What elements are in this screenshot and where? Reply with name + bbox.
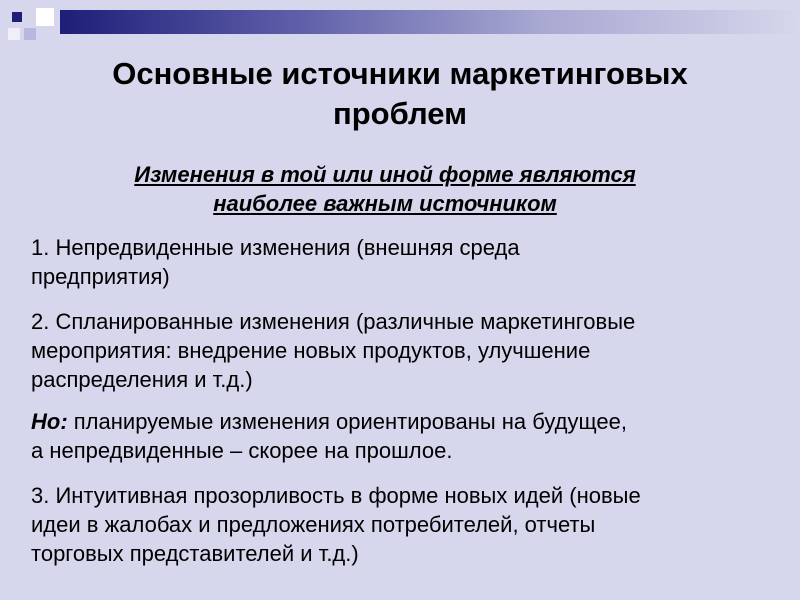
decor-square-pale: [8, 28, 20, 40]
decor-square-dark: [12, 12, 22, 22]
point-1-line2: предприятия): [31, 264, 170, 289]
header-gradient-bar: [60, 10, 800, 34]
point-but: [31, 407, 800, 465]
decor-square-white: [36, 8, 54, 26]
slide-title-line1: Основные источники маркетинговых: [112, 56, 688, 91]
point-3-line1: 3. Интуитивная прозорливость в форме новых идей (новые: [31, 483, 641, 508]
point-but-lead: Но:: [31, 409, 68, 434]
point-3: [31, 481, 800, 568]
point-3-line3: торговых представителей и т.д.): [31, 541, 359, 566]
point-1: [31, 233, 800, 291]
point-but-line2: а непредвиденные – скорее на прошлое.: [31, 438, 453, 463]
point-2-line3: распределения и т.д.): [31, 367, 253, 392]
decor-square-light: [24, 28, 36, 40]
point-3-line2: идеи в жалобах и предложениях потребителей, отчеты: [31, 512, 596, 537]
point-2-line1: 2. Спланированные изменения (различные маркетинговые: [31, 309, 636, 334]
point-1-line1: 1. Непредвиденные изменения (внешняя среда: [31, 235, 520, 260]
slide-title-line2: проблем: [332, 96, 468, 131]
point-2-line2: мероприятия: внедрение новых продуктов, улучшение: [31, 338, 591, 363]
slide-subtitle-line1: Изменения в той или иной форме являются: [134, 162, 636, 187]
slide-title: [40, 54, 760, 134]
point-2: [31, 307, 800, 394]
slide-subtitle: [95, 160, 675, 218]
slide-subtitle-line2: наиболее важным источником: [213, 191, 557, 216]
point-but-text: планируемые изменения ориентированы на будущее,: [67, 409, 627, 434]
point-but-line1: [31, 407, 800, 436]
